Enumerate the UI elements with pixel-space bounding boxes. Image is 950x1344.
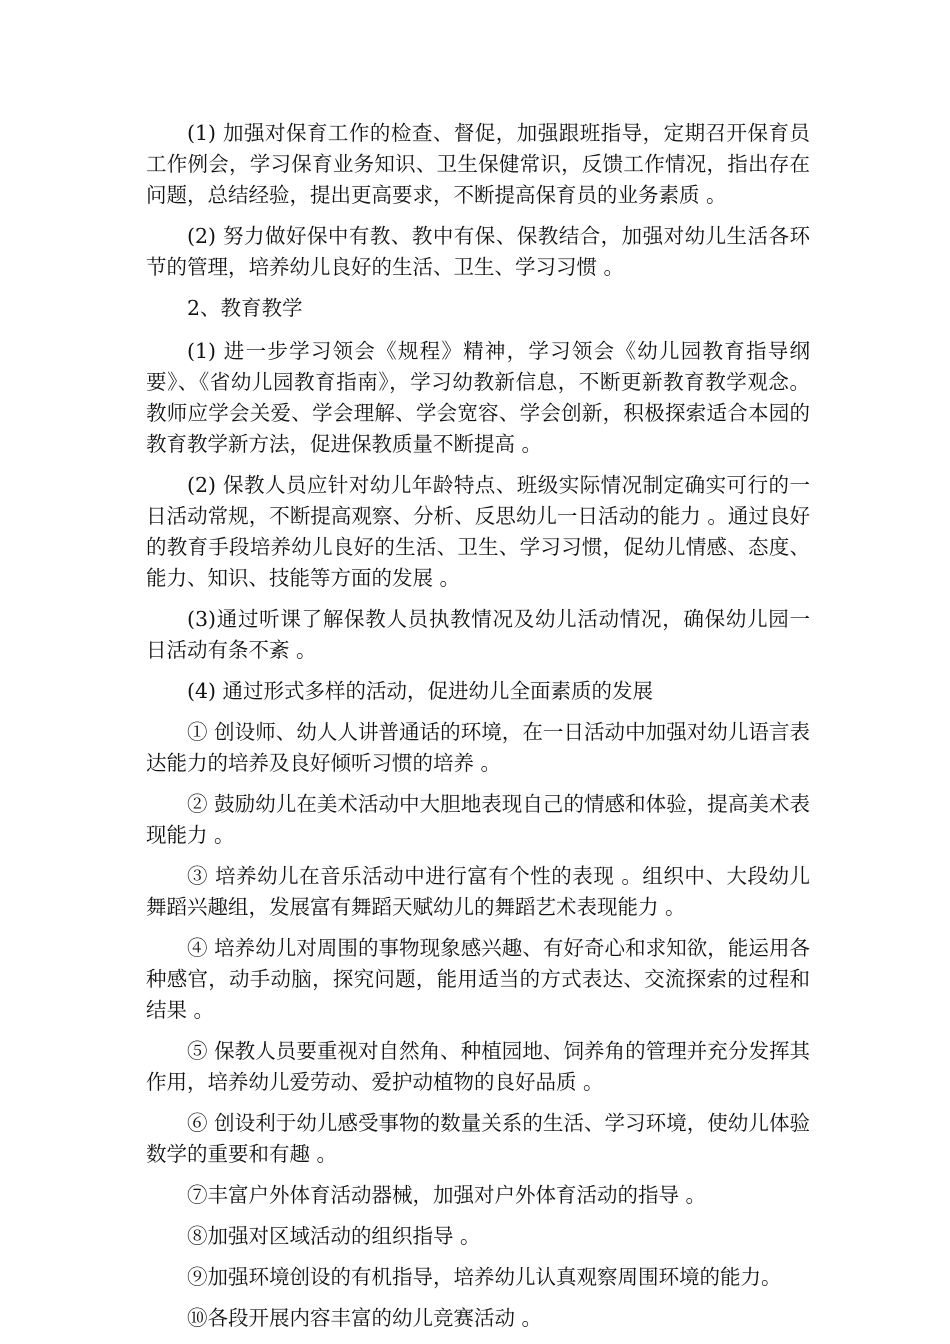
paragraph-2: (2) 努力做好保中有教、教中有保、保教结合，加强对幼儿生活各环节的管理，培养幼儿良好的生活、卫生、学习习惯 。 <box>146 224 810 279</box>
paragraph-6: (4) 通过形式多样的活动，促进幼儿全面素质的发展 <box>187 679 654 703</box>
document-page <box>146 118 810 1344</box>
paragraph-7: ① 创设师、幼人人讲普通话的环境，在一日活动中加强对幼儿语言表达能力的培养及良好倾听习惯的培养 。 <box>146 720 810 775</box>
paragraph-14: ⑧加强对区域活动的组织指导 。 <box>187 1224 481 1248</box>
paragraph-16: ⑩各段开展内容丰富的幼儿竞赛活动 。 <box>187 1306 543 1330</box>
paragraph-12: ⑥ 创设利于幼儿感受事物的数量关系的生活、学习环境，使幼儿体验数学的重要和有趣 。 <box>146 1111 810 1166</box>
paragraph-8: ② 鼓励幼儿在美术活动中大胆地表现自己的情感和体验，提高美术表现能力 。 <box>146 792 810 847</box>
paragraph-9: ③ 培养幼儿在音乐活动中进行富有个性的表现 。组织中、大段幼儿舞蹈兴趣组，发展富有舞蹈天赋幼儿的舞蹈艺术表现能力 。 <box>146 864 810 919</box>
paragraph-11: ⑤ 保教人员要重视对自然角、种植园地、饲养角的管理并充分发挥其作用，培养幼儿爱劳动、爱护动植物的良好品质 。 <box>146 1039 810 1094</box>
paragraph-5: (3)通过听课了解保教人员执教情况及幼儿活动情况，确保幼儿园一日活动有条不紊 。 <box>146 607 810 662</box>
paragraph-3: (1) 进一步学习领会《规程》精神，学习领会《幼儿园教育指导纲要》、《省幼儿园教育指南》，学习幼教新信息，不断更新教育教学观念。教师应学会关爱、学会理解、学会宽容、学会创新，积极探索适合本园的教育教学新方法，促进保教质量不断提高 。 <box>146 339 810 456</box>
paragraph-1: (1) 加强对保育工作的检查、督促，加强跟班指导，定期召开保育员工作例会，学习保育业务知识、卫生保健常识，反馈工作情况，指出存在问题，总结经验，提出更高要求，不断提高保育员的业务素质 。 <box>146 121 810 207</box>
paragraph-4: (2) 保教人员应针对幼儿年龄特点、班级实际情况制定确实可行的一日活动常规，不断提高观察、分析、反思幼儿一日活动的能力 。通过良好的教育手段培养幼儿良好的生活、卫生、学习习惯，促幼儿情感、态度、能力、知识、技能等方面的发展 。 <box>146 473 810 590</box>
paragraph-10: ④ 培养幼儿对周围的事物现象感兴趣、有好奇心和求知欲，能运用各种感官，动手动脑，探究问题，能用适当的方式表达、交流探索的过程和结果 。 <box>146 936 810 1022</box>
section-heading-education: 2、教育教学 <box>187 296 303 320</box>
paragraph-13: ⑦丰富户外体育活动器械，加强对户外体育活动的指导 。 <box>187 1183 707 1207</box>
paragraph-15: ⑨加强环境创设的有机指导，培养幼儿认真观察周围环境的能力。 <box>187 1265 782 1289</box>
